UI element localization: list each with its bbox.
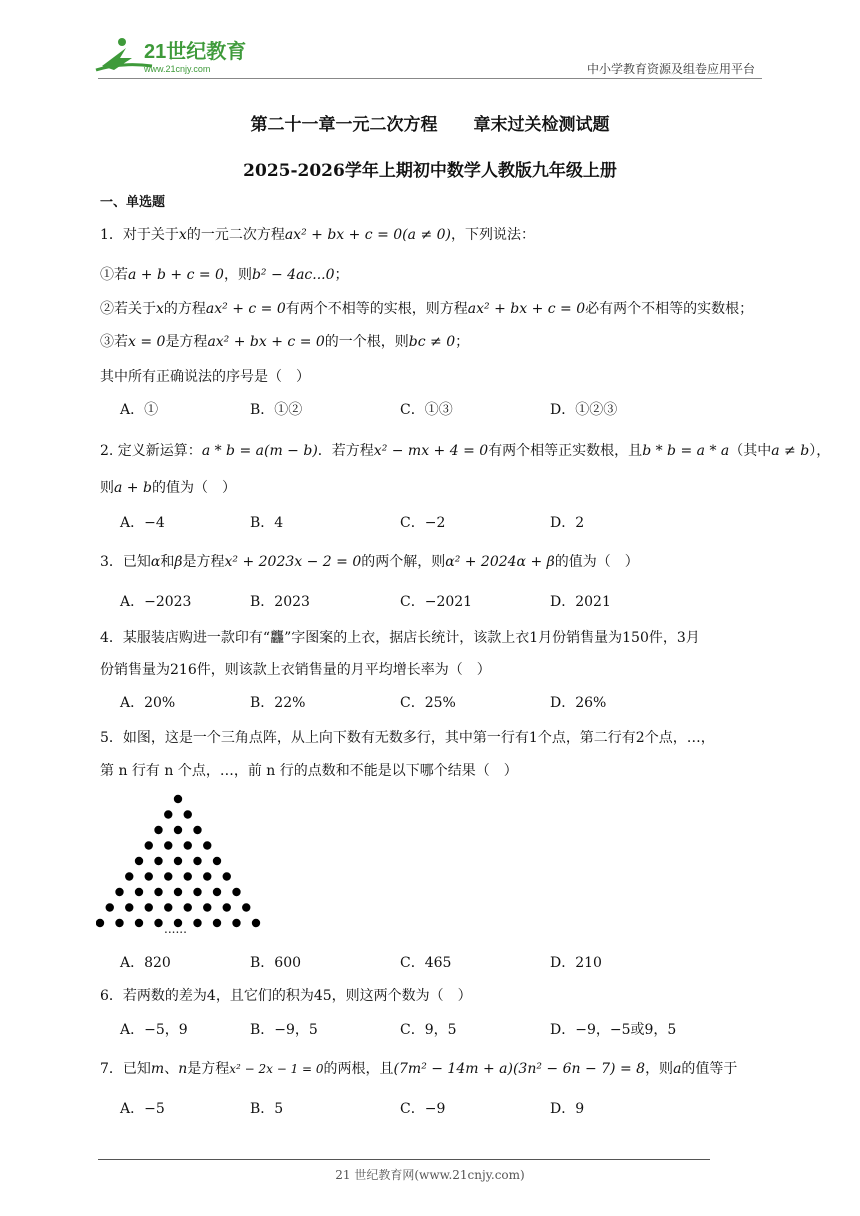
site-logo (92, 36, 262, 76)
figure-dot (193, 888, 201, 896)
figure-dot (174, 826, 182, 834)
q1-statement-1: ①若a + b + c = 0，则b² − 4ac...0； (100, 267, 349, 283)
figure-dot (164, 872, 172, 880)
q6-option-b[interactable]: B．−9，5 (250, 1022, 318, 1038)
q1-stem: 1．对于关于x的一元二次方程ax² + bx + c = 0(a ≠ 0)，下列说法： (100, 227, 535, 243)
figure-dot (213, 857, 221, 865)
figure-dot (213, 919, 221, 927)
q2-stem: 2. 定义新运算：a * b = a(m − b)．若方程x² − mx + 4 = 0有两个相等正实数根，且b * b = a * a（其中a ≠ b）， (100, 443, 831, 459)
figure-dot (135, 919, 143, 927)
figure-dot (193, 826, 201, 834)
figure-dot (203, 841, 211, 849)
figure-dot (252, 919, 260, 927)
q5-option-a[interactable]: A．820 (120, 955, 171, 971)
figure-dot (174, 888, 182, 896)
figure-dot (242, 903, 250, 911)
figure-dot (203, 903, 211, 911)
section-heading: 一、单选题 (100, 195, 166, 210)
figure-ellipsis: ...... (164, 922, 187, 936)
q4-stem: 4．某服装店购进一款印有“龘”字图案的上衣，据店长统计，该款上衣1月份销售量为150件，3月 (100, 630, 700, 646)
figure-dot (164, 810, 172, 818)
figure-dot (154, 857, 162, 865)
header-platform-text: 中小学教育资源及组卷应用平台 (586, 62, 755, 76)
logo-url: www.21cnjy.com (144, 64, 211, 74)
figure-dot (145, 841, 153, 849)
figure-dot (223, 903, 231, 911)
figure-dot (193, 857, 201, 865)
q3-stem: 3．已知α和β是方程x² + 2023x − 2 = 0的两个解，则α² + 2024α + β的值为（ ） (100, 554, 639, 570)
q6-option-a[interactable]: A．−5，9 (120, 1022, 188, 1038)
q4-option-d[interactable]: D．26% (550, 695, 607, 711)
page-subtitle: 2025-2026学年上期初中数学人教版九年级上册 (243, 161, 617, 181)
q1-option-d[interactable]: D．①②③ (550, 402, 618, 418)
q5-option-c[interactable]: C．465 (400, 955, 452, 971)
q2-option-d[interactable]: D．2 (550, 515, 585, 531)
q4-option-b[interactable]: B．22% (250, 695, 306, 711)
figure-dot (115, 919, 123, 927)
figure-dot (174, 795, 182, 803)
q1-option-c[interactable]: C．①③ (400, 402, 453, 418)
title-part2: 章末过关检测试题 (473, 115, 610, 135)
figure-dot (125, 872, 133, 880)
q6-option-d[interactable]: D．−9，−5或9，5 (550, 1022, 677, 1038)
figure-dot (184, 903, 192, 911)
q7-option-b[interactable]: B．5 (250, 1101, 284, 1117)
figure-dot (145, 903, 153, 911)
q2-option-a[interactable]: A．−4 (120, 515, 165, 531)
figure-dot (106, 903, 114, 911)
figure-dot (125, 903, 133, 911)
q7-option-c[interactable]: C．−9 (400, 1101, 446, 1117)
logo-wordmark: 21世纪教育 (144, 41, 247, 63)
figure-dot (193, 919, 201, 927)
q1-question: 其中所有正确说法的序号是（ ） (100, 369, 310, 385)
q7-option-d[interactable]: D．9 (550, 1101, 585, 1117)
figure-dot (154, 826, 162, 834)
figure-dot (164, 903, 172, 911)
figure-dot (135, 888, 143, 896)
q7-option-a[interactable]: A．−5 (120, 1101, 165, 1117)
figure-dot (145, 872, 153, 880)
figure-dot (184, 841, 192, 849)
q6-option-c[interactable]: C．9，5 (400, 1022, 457, 1038)
q2-option-c[interactable]: C．−2 (400, 515, 446, 531)
figure-dot (232, 888, 240, 896)
figure-dot (174, 857, 182, 865)
q2-stem-line2: 则a + b的值为（ ） (100, 480, 236, 496)
title-part1: 第二十一章一元二次方程 (250, 115, 438, 135)
figure-dot (154, 888, 162, 896)
q1-option-a[interactable]: A．① (120, 402, 159, 418)
figure-dot (96, 919, 104, 927)
figure-dot (115, 888, 123, 896)
q5-option-b[interactable]: B．600 (250, 955, 302, 971)
q1-statement-2: ②若关于x的方程ax² + c = 0有两个不相等的实根，则方程ax² + bx + c = 0必有两个不相等的实数根； (100, 301, 754, 317)
q2-option-b[interactable]: B．4 (250, 515, 284, 531)
figure-dot (164, 841, 172, 849)
figure-dot (184, 810, 192, 818)
q1-option-b[interactable]: B．①② (250, 402, 303, 418)
footer-divider (98, 1159, 710, 1160)
triangle-dot-figure (96, 790, 266, 938)
figure-dot (184, 872, 192, 880)
figure-dot (223, 872, 231, 880)
q5-stem-line2: 第 n 行有 n 个点，…，前 n 行的点数和不能是以下哪个结果（ ） (100, 763, 518, 779)
q3-option-d[interactable]: D．2021 (550, 594, 611, 610)
footer-text[interactable]: 21 世纪教育网(www.21cnjy.com) (335, 1168, 525, 1182)
header-divider (98, 78, 762, 79)
figure-dot (203, 872, 211, 880)
q3-option-c[interactable]: C．−2021 (400, 594, 473, 610)
figure-dot (232, 919, 240, 927)
q4-option-c[interactable]: C．25% (400, 695, 456, 711)
q4-stem-line2: 份销售量为216件，则该款上衣销售量的月平均增长率为（ ） (100, 662, 491, 678)
figure-dot (135, 857, 143, 865)
q4-option-a[interactable]: A．20% (120, 695, 176, 711)
figure-dot (213, 888, 221, 896)
q1-statement-3: ③若x = 0是方程ax² + bx + c = 0的一个根，则bc ≠ 0； (100, 334, 470, 350)
q3-option-a[interactable]: A．−2023 (120, 594, 192, 610)
q6-stem: 6．若两数的差为4，且它们的积为45，则这两个数为（ ） (100, 988, 472, 1004)
figure-dot (154, 919, 162, 927)
q3-option-b[interactable]: B．2023 (250, 594, 310, 610)
q7-stem: 7．已知m、n是方程x² − 2x − 1 = 0的两根，且(7m² − 14m + a)(3n² − 6n − 7) = 8，则a的值等于 (100, 1061, 738, 1077)
q5-stem: 5．如图，这是一个三角点阵，从上向下数有无数多行，其中第一行有1个点，第二行有2个点，…， (100, 730, 715, 746)
q5-option-d[interactable]: D．210 (550, 955, 602, 971)
page-title (0, 110, 860, 135)
